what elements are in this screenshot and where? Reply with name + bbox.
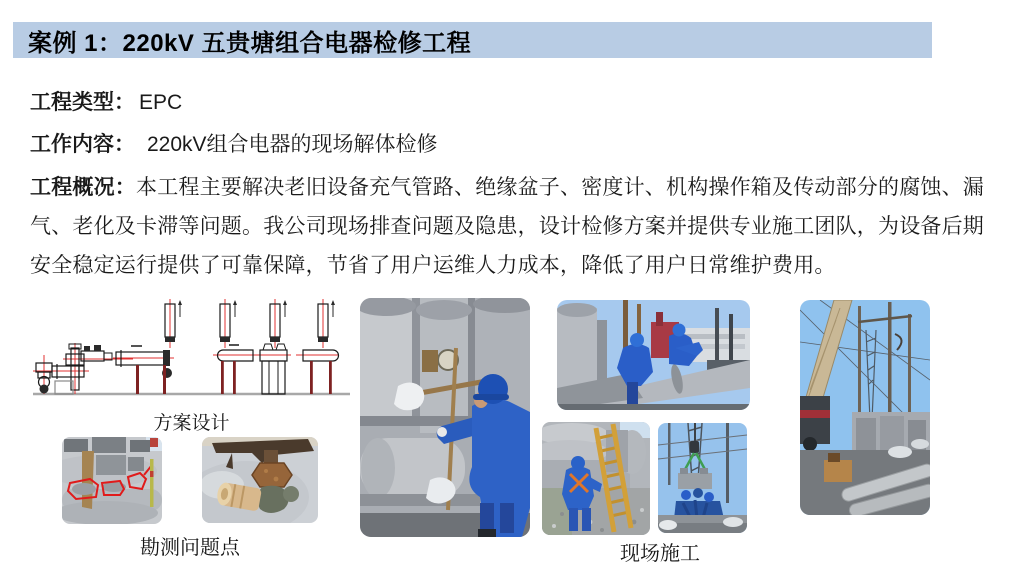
scheme-design-diagram — [33, 293, 350, 400]
slide-title: 案例 1：220kV 五贵塘组合电器检修工程 — [28, 29, 472, 57]
photo-site-overview — [800, 300, 930, 515]
project-overview-paragraph — [30, 168, 996, 285]
project-overview-label: 工程概况： — [30, 176, 136, 199]
photo-crane-lift — [658, 423, 747, 533]
project-overview-text: 本工程主要解决老旧设备充气管路、绝缘盆子、密度计、机构操作箱及传动部分的腐蚀、漏气、老化及卡滞等问题。我公司现场排查问题及隐患，设计检修方案并提供专业施工团队，为设备后期安全稳定运行提供了可靠保障，节省了用户运维人力成本，降低了用户日常维护费用。 — [30, 176, 984, 277]
photo-problem-point-rusty-valve — [202, 437, 318, 523]
photo-ladder-work — [542, 422, 650, 535]
caption-site-construction: 现场施工 — [620, 543, 700, 565]
work-content-value: 220kV组合电器的现场解体检修 — [147, 133, 438, 156]
photo-site-work-main — [360, 298, 530, 537]
work-content-label: 工作内容： — [30, 133, 135, 156]
slide-title-bar — [13, 22, 932, 58]
photo-pipe-repair — [557, 300, 750, 410]
caption-scheme-design: 方案设计 — [153, 413, 230, 434]
project-type-label: 工程类型： — [30, 91, 135, 114]
project-type-value: EPC — [139, 91, 183, 114]
caption-problem-points: 勘测问题点 — [140, 537, 240, 559]
field-work-content — [30, 128, 438, 158]
photo-problem-point-corrosion — [62, 437, 162, 524]
field-project-type — [30, 86, 182, 116]
